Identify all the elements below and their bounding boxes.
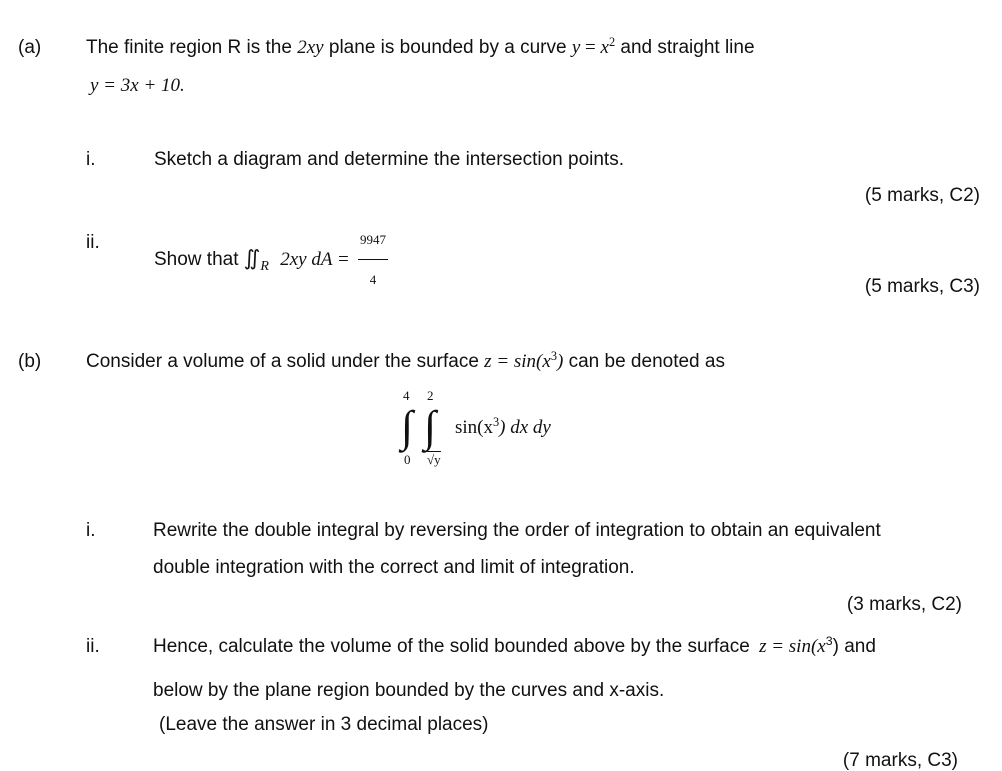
outer-integral-icon: ∫ xyxy=(401,402,414,451)
part-b-intro-suffix: can be denoted as xyxy=(568,351,725,372)
part-b-ii-line1-prefix: Hence, calculate the volume of the solid bounded above by the surface xyxy=(153,636,750,657)
integrand-base: sin(x xyxy=(455,417,493,438)
inner-integral-icon: ∫ xyxy=(424,402,437,451)
integrand-expression: 2xy dA = xyxy=(280,249,350,271)
part-a-label: (a) xyxy=(18,37,42,58)
inner-lower-limit: √y xyxy=(427,452,441,467)
curve-equation xyxy=(572,37,615,58)
part-b-intro-prefix: Consider a volume of a solid under the surface xyxy=(86,351,479,372)
surface-base: z = sin(x xyxy=(484,351,551,372)
result-fraction xyxy=(358,221,388,299)
fraction-numerator: 9947 xyxy=(358,221,388,260)
outer-lower-limit: 0 xyxy=(404,452,411,467)
curve-eq-sign: = xyxy=(580,37,601,58)
part-b-i-line2: double integration with the correct and limit of integration. xyxy=(153,557,635,578)
part-a-ii-numeral: ii. xyxy=(86,232,100,253)
part-a-i-numeral: i. xyxy=(86,149,96,170)
surface-close: ) xyxy=(557,351,564,372)
part-b-ii-line1-suffix: and xyxy=(844,636,876,657)
part-a-ii-marks: (5 marks, C3) xyxy=(864,276,980,297)
part-b-ii-numeral: ii. xyxy=(86,636,100,657)
part-b-ii-line3: (Leave the answer in 3 decimal places) xyxy=(159,714,489,735)
part-a-i-text: Sketch a diagram and determine the intersection points. xyxy=(154,149,624,170)
part-b-i-line1: Rewrite the double integral by reversing the order of integration to obtain an equivalent xyxy=(153,520,881,541)
surface-exponent: 3 xyxy=(550,349,557,364)
part-b-label: (b) xyxy=(18,351,42,372)
inner-upper-limit: 2 xyxy=(427,388,434,403)
part-b-ii-marks: (7 marks, C3) xyxy=(842,750,958,771)
double-integral-icon: ∬ xyxy=(243,246,261,271)
part-b-ii-line1 xyxy=(153,634,876,657)
part-a-line1-mid: plane is bounded by a curve xyxy=(328,37,567,58)
curve-rhs-exponent: 2 xyxy=(608,35,616,50)
part-a-line1-prefix: The finite region R is the xyxy=(86,37,292,58)
outer-upper-limit: 4 xyxy=(403,388,410,403)
surface2-exponent: 3 xyxy=(825,634,833,649)
fraction-denominator: 4 xyxy=(369,272,377,287)
part-a-statement-line1 xyxy=(86,35,755,58)
part-b-ii-line2: below by the plane region bounded by the curves and x-axis. xyxy=(153,680,665,701)
curve-rhs-base: x xyxy=(600,37,609,58)
plane-expression: 2xy xyxy=(297,37,324,58)
integrand-tail: ) dx dy xyxy=(499,417,551,438)
part-a-ii-text: Show that xyxy=(154,249,239,271)
integrand-exponent: 3 xyxy=(493,415,500,430)
part-a-ii-statement xyxy=(154,221,388,299)
part-a-i-marks: (5 marks, C2) xyxy=(864,185,980,206)
region-subscript: R xyxy=(260,258,269,274)
line-equation: y = 3x + 10. xyxy=(90,75,185,96)
part-b-i-marks: (3 marks, C2) xyxy=(846,594,962,615)
part-b-i-numeral: i. xyxy=(86,520,96,541)
part-a-line1-suffix: and straight line xyxy=(620,37,755,58)
curve-lhs: y xyxy=(571,37,581,58)
surface2-close: ) xyxy=(832,636,839,657)
integrand xyxy=(455,415,551,438)
surface-expression-2 xyxy=(759,636,839,657)
surface-expression xyxy=(484,351,563,372)
part-b-intro xyxy=(86,349,725,372)
surface2-base: z = sin(x xyxy=(759,636,826,657)
